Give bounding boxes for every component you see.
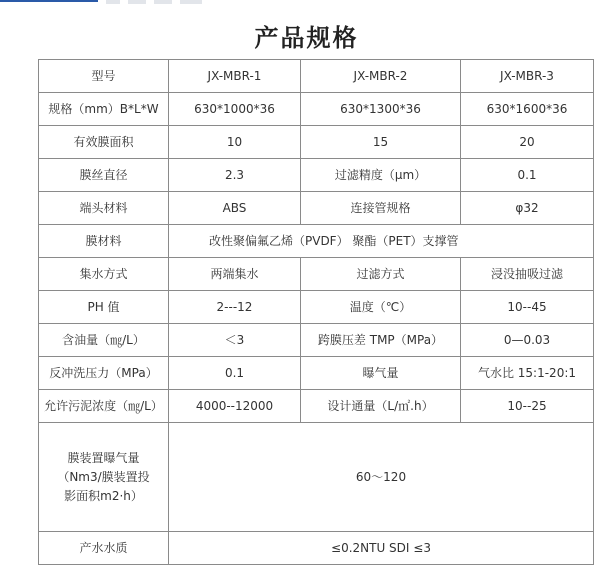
table-row-ph	[39, 291, 594, 324]
table-cell: 允许污泥浓度（㎎/L）	[39, 390, 169, 423]
table-cell: 2---12	[169, 291, 301, 324]
table-cell: 反冲洗压力（MPa）	[39, 357, 169, 390]
table-cell: 60～120	[169, 423, 594, 532]
table-cell: 630*1600*36	[461, 93, 594, 126]
table-row-oil-content	[39, 324, 594, 357]
table-cell: 0.1	[169, 357, 301, 390]
table-cell: 膜材料	[39, 225, 169, 258]
table-cell: JX-MBR-2	[301, 60, 461, 93]
spec-table	[38, 59, 594, 565]
table-cell: 膜丝直径	[39, 159, 169, 192]
table-cell: PH 值	[39, 291, 169, 324]
table-row-backwash-pressure	[39, 357, 594, 390]
table-cell: ＜3	[169, 324, 301, 357]
table-cell: 型号	[39, 60, 169, 93]
page-title: 产品规格	[254, 24, 359, 52]
table-cell: φ32	[461, 192, 594, 225]
table-cell: 规格（mm）B*L*W	[39, 93, 169, 126]
table-cell: 设计通量（L/㎡.h）	[301, 390, 461, 423]
table-cell: 0—0.03	[461, 324, 594, 357]
table-cell: 0.1	[461, 159, 594, 192]
table-cell: 气水比 15:1-20:1	[461, 357, 594, 390]
table-cell: JX-MBR-3	[461, 60, 594, 93]
table-cell: 改性聚偏氟乙烯（PVDF） 聚酯（PET）支撑管	[169, 225, 594, 258]
table-cell: 10--25	[461, 390, 594, 423]
table-row-fiber-diameter	[39, 159, 594, 192]
table-row-aeration-volume	[39, 423, 594, 532]
table-row-membrane-material	[39, 225, 594, 258]
top-accent-bar	[0, 0, 98, 2]
table-cell: 630*1300*36	[301, 93, 461, 126]
table-row-water-quality	[39, 532, 594, 565]
table-cell: 过滤方式	[301, 258, 461, 291]
table-cell: 10	[169, 126, 301, 159]
table-cell: 2.3	[169, 159, 301, 192]
table-cell: 集水方式	[39, 258, 169, 291]
table-cell: 630*1000*36	[169, 93, 301, 126]
top-faded-text	[106, 0, 202, 4]
table-row-end-material	[39, 192, 594, 225]
table-cell: JX-MBR-1	[169, 60, 301, 93]
table-cell: 15	[301, 126, 461, 159]
table-row-water-collection	[39, 258, 594, 291]
table-cell: ≤0.2NTU SDI ≤3	[169, 532, 594, 565]
table-row-model	[39, 60, 594, 93]
table-cell: 浸没抽吸过滤	[461, 258, 594, 291]
table-cell: 10--45	[461, 291, 594, 324]
table-cell: 膜装置曝气量（Nm3/膜装置投影面积m2·h）	[39, 423, 169, 532]
table-cell: 温度（℃）	[301, 291, 461, 324]
table-cell: 4000--12000	[169, 390, 301, 423]
top-decoration	[0, 0, 613, 6]
table-cell: 两端集水	[169, 258, 301, 291]
table-cell: 20	[461, 126, 594, 159]
table-cell: 产水水质	[39, 532, 169, 565]
table-row-size	[39, 93, 594, 126]
table-cell: 过滤精度（μm）	[301, 159, 461, 192]
table-cell: 有效膜面积	[39, 126, 169, 159]
table-cell: 跨膜压差 TMP（MPa）	[301, 324, 461, 357]
table-cell: 曝气量	[301, 357, 461, 390]
table-row-sludge-concentration	[39, 390, 594, 423]
table-row-membrane-area	[39, 126, 594, 159]
table-cell: 含油量（㎎/L）	[39, 324, 169, 357]
table-cell: 连接管规格	[301, 192, 461, 225]
table-cell: 端头材料	[39, 192, 169, 225]
table-cell: ABS	[169, 192, 301, 225]
